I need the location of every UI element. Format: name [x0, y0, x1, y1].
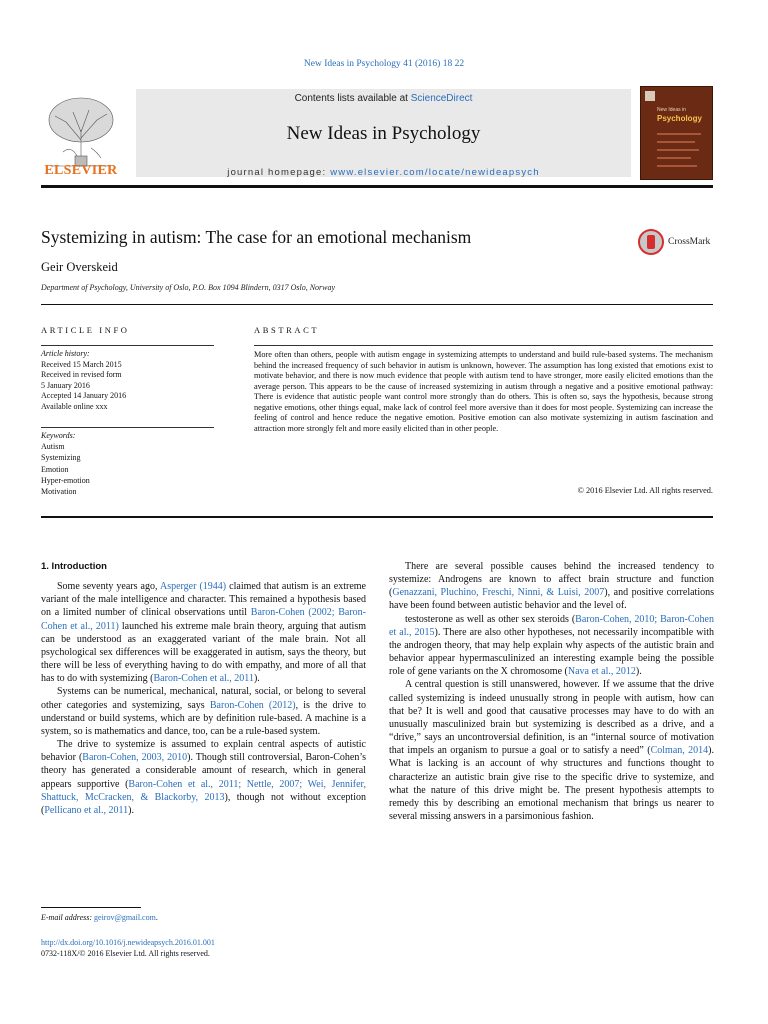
contents-line [136, 93, 631, 104]
keyword: Emotion [41, 464, 69, 474]
text: ). What is lacking is an account of why structures and functions thought to characterize an autistic brain give rise to the specific drive to systemize, and what the nature of this drive might be. The present hypothesis attempts to remedy this by describing an emotional mechanism that brings us nearer to several missing answers in a parsimonious fashion. [389, 745, 714, 822]
crossmark-ribbon [647, 235, 655, 249]
keyword: Autism [41, 442, 65, 452]
history-item: Received in revised form [41, 370, 122, 379]
cover-line [657, 141, 695, 143]
citation-link[interactable]: Baron-Cohen et al., 2011 [153, 673, 254, 685]
crossmark-label: CrossMark [668, 237, 711, 247]
article-info-divider [41, 345, 214, 346]
history-item: Accepted 14 January 2016 [41, 391, 127, 400]
citation-link[interactable]: Genazzani, Pluchino, Freschi, Ninni, & Luisi, 2007 [392, 587, 605, 599]
citation-link[interactable]: Baron-Cohen (2002; Baron-Cohen et al., 2011) [41, 607, 366, 632]
paragraph [41, 685, 366, 738]
journal-header [41, 84, 713, 182]
elsevier-wordmark: ELSEVIER [44, 163, 118, 178]
citation-link[interactable]: Pellicano et al., 2011 [44, 804, 129, 816]
section-heading: 1. Introduction [41, 561, 107, 572]
issn-copyright: 0732-118X/© 2016 Elsevier Ltd. All rights reserved. [41, 949, 210, 958]
cover-top-text: New Ideas in [657, 107, 686, 113]
paragraph [389, 678, 714, 823]
text: ). Though still controversial, Baron-Cohen’s theory has generated a considerable amount of research, which in general appears supportive ( [41, 752, 366, 790]
paragraph [41, 580, 366, 685]
text: testosterone as well as other sex steroids ( [405, 613, 576, 625]
cover-line [657, 133, 701, 135]
abstract-text: More often than others, people with autism engage in systemizing attempts to understand and build rule-based systems. The mechanism behind the increased frequency of such behavior in autism is unknown, however. The assumption has long existed that emotions exist to motivate behavior, and there is now much evidence that people with autism tend to have stronger, more easily elicited emotions than the average person. This appears to be the cause of increased systemizing in autism through a negative and a positive emotional pathway: There is evidence that autistic people want control more strongly than do others. This is often so, says the hypothesis, because strong negative emotions, other things equal, make lack of control feel more aversive than it does for most people. Systemizing can increase the feeling of control and hence reduce the negative emotion. Positive emotion can also motivate systemizing in autism fascination and attraction more strongly felt and more easily elicited than in other people. [254, 350, 713, 433]
keyword: Motivation [41, 487, 77, 497]
body-column-right [389, 560, 714, 823]
text: launched his extreme male brain theory, arguing that autism can be understood as an exaggerated variant of the male brain. Not all psychological sex differences will be exaggerated in autism, says the theory, but there will be less of everything having to do with empathy, and more of all that has to do with systemizing ( [41, 620, 366, 685]
history-heading: Article history: [41, 349, 90, 358]
text: Some seventy years ago, [57, 581, 160, 593]
homepage-line [136, 167, 631, 178]
text: A central question is still unanswered, however. If we assume that the drive called systemizing is indeed unusually strong in people with autism, how can that be? It is well and good that causative processes may have to do with an unusually masculinized brain but systemizing is described as a drive, and a “drive,” says an uncontroversial definition, is an “internal source of motivation that impels an organism to pursue a goal or to satisfy a need” ( [389, 679, 714, 757]
citation-link[interactable]: Asperger (1944) [159, 581, 227, 593]
keywords-divider [41, 427, 214, 428]
contents-prefix: Contents lists available at [294, 93, 411, 104]
abstract-divider [254, 345, 713, 346]
cover-line [657, 149, 699, 151]
citation-link[interactable]: Baron-Cohen et al., 2011; Nettle, 2007; Wei, Jennifer, Shattuck, McCracken, & Blackorby, 2013 [41, 778, 366, 803]
text: claimed that autism is an extreme variant of the male intelligence and character. This remained a hypothesis based on a limited number of clinical observations until [41, 581, 366, 619]
text: ), and positive correlations have been found between autistic behavior and the level of. [389, 587, 714, 612]
text: There are several possible causes behind the increased tendency to systemize: Androgens are known to affect brain structure and function ( [389, 561, 714, 599]
keywords [41, 430, 90, 497]
history-item: Received 15 March 2015 [41, 359, 122, 369]
citation-link[interactable]: Baron-Cohen, 2003, 2010 [82, 752, 188, 764]
text: The drive to systemize is assumed to explain central aspects of autistic behavior ( [41, 739, 366, 764]
citation-link[interactable]: Baron-Cohen, 2010; Baron-Cohen et al., 2015 [389, 613, 714, 638]
email-link[interactable]: geirov@gmail.com [94, 913, 156, 922]
sciencedirect-link[interactable]: ScienceDirect [410, 93, 473, 104]
journal-header-box [136, 89, 631, 177]
citation-link[interactable]: Colman, 2014 [650, 745, 709, 757]
crossmark-icon [638, 229, 664, 255]
history-item: 5 January 2016 [41, 380, 90, 390]
abstract-copyright: © 2016 Elsevier Ltd. All rights reserved. [577, 486, 713, 495]
article-title: Systemizing in autism: The case for an emotional mechanism [41, 227, 472, 247]
keyword: Hyper-emotion [41, 475, 90, 485]
text: Systems can be numerical, mechanical, natural, social, or belong to several other categories and systemizing, says [41, 686, 366, 711]
keyword: Systemizing [41, 453, 81, 463]
keywords-heading: Keywords: [41, 431, 76, 440]
text: ). [635, 666, 642, 678]
header-divider [41, 185, 713, 188]
doi-link[interactable]: http://dx.doi.org/10.1016/j.newideapsych.2016.01.001 [41, 938, 215, 947]
paragraph [389, 560, 714, 613]
author-name: Geir Overskeid [41, 260, 118, 274]
cover-line [657, 165, 697, 167]
text: ). There are also other hypotheses, not necessarily incompatible with the androgen theory, that may help explain why aspects of the autistic brain and behavior appear hypermasculinized an interesting example being the possible role of gene variants on the X chromosome ( [389, 626, 714, 678]
paragraph [389, 613, 714, 679]
abstract-bottom-divider [41, 516, 713, 518]
title-divider [41, 304, 713, 305]
footnote-divider [41, 907, 141, 908]
paragraph [41, 738, 366, 817]
footnote-email [41, 913, 158, 922]
cover-title-text: Psychology [657, 114, 702, 123]
article-info-heading: ARTICLE INFO [41, 325, 130, 335]
crossmark-button[interactable] [638, 229, 718, 259]
journal-reference-link[interactable]: New Ideas in Psychology 41 (2016) 18 22 [303, 59, 465, 69]
article-history [41, 349, 126, 412]
history-item: Available online xxx [41, 401, 108, 411]
text: ). [128, 804, 134, 816]
journal-homepage-link[interactable]: www.elsevier.com/locate/newideapsych [330, 167, 540, 178]
citation-link[interactable]: Baron-Cohen (2012) [209, 699, 296, 711]
abstract-heading: ABSTRACT [254, 325, 320, 335]
text: ), though not without exception ( [41, 791, 366, 816]
citation-link[interactable]: Nava et al., 2012 [567, 666, 636, 678]
cover-line [657, 157, 691, 159]
text: ). [253, 673, 260, 685]
email-label: E-mail address: [41, 913, 95, 922]
journal-cover-image[interactable] [640, 86, 713, 180]
homepage-prefix: journal homepage: [227, 167, 331, 178]
journal-title: New Ideas in Psychology [286, 123, 481, 144]
cover-badge [645, 91, 655, 101]
email-suffix: . [155, 913, 158, 922]
body-column-left [41, 560, 366, 817]
author-affiliation: Department of Psychology, University of Oslo, P.O. Box 1094 Blindern, 0317 Oslo, Norway [41, 283, 336, 292]
text: , is the drive to understand or build systems, which are by definition rule-based. A machine is a system, so is mathematics and dance, too, can be a rule-based system. [41, 699, 366, 737]
